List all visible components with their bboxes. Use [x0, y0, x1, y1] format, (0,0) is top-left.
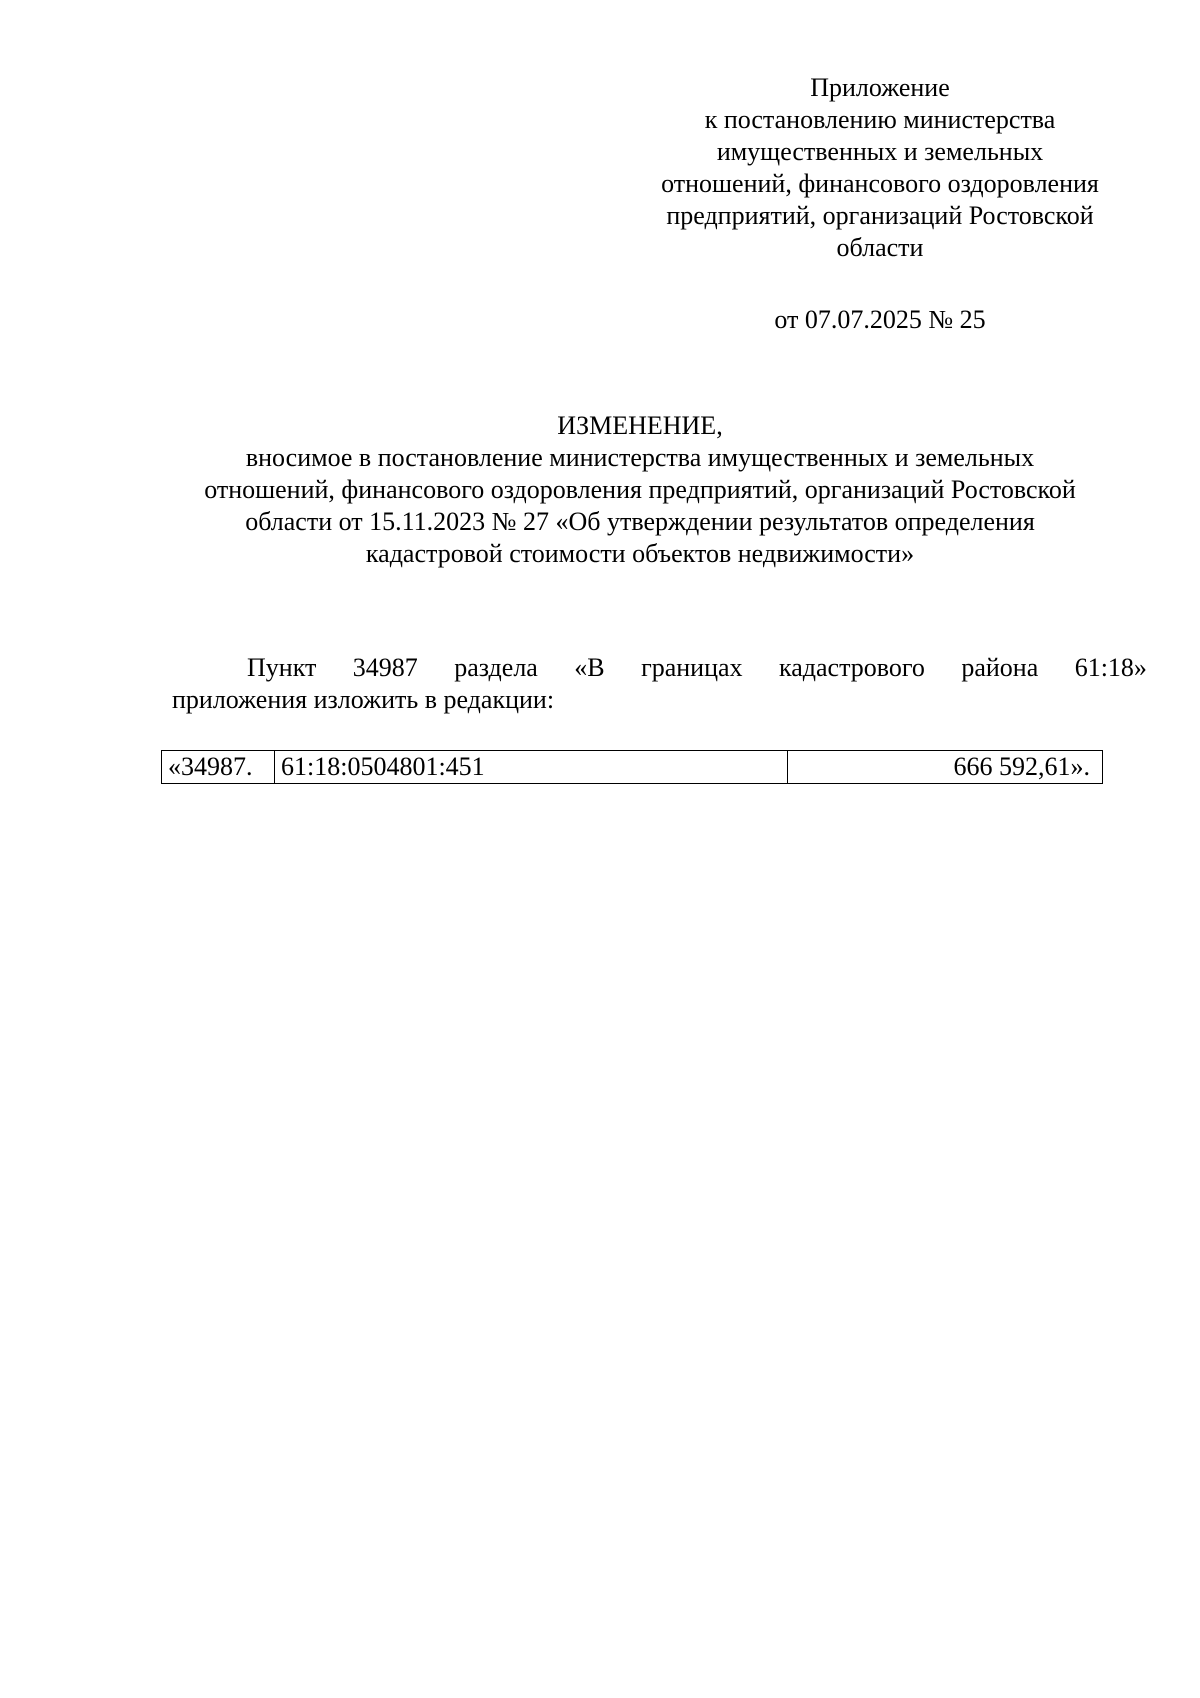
paragraph-line	[172, 652, 1147, 684]
paragraph-word: 61:18»	[1074, 653, 1147, 682]
paragraph-word: Пункт	[247, 653, 317, 682]
item-number-cell: «34987.	[162, 751, 275, 784]
body-paragraph	[172, 652, 1147, 716]
paragraph-word: границах	[641, 653, 743, 682]
title-line: области от 15.11.2023 № 27 «Об утверждении результатов определения	[245, 507, 1035, 536]
paragraph-word: 34987	[352, 653, 418, 682]
paragraph-word: района	[961, 653, 1039, 682]
title-line: кадастровой стоимости объектов недвижимости»	[365, 539, 915, 568]
appendix-line: области	[836, 233, 924, 262]
paragraph-word: «В	[574, 653, 605, 682]
appendix-line: отношений, финансового оздоровления	[661, 169, 1099, 198]
appendix-line: Приложение	[810, 73, 950, 102]
appendix-header	[640, 72, 1120, 336]
cadastral-number-cell: 61:18:0504801:451	[275, 751, 788, 784]
paragraph-word: раздела	[454, 653, 538, 682]
paragraph-line: приложения изложить в редакции:	[172, 685, 555, 714]
title-heading: ИЗМЕНЕНИЕ,	[557, 411, 723, 440]
appendix-line: предприятий, организаций Ростовской	[666, 201, 1094, 230]
title-line: вносимое в постановление министерства имущественных и земельных	[245, 443, 1035, 472]
appendix-line: имущественных и земельных	[716, 137, 1044, 166]
title-line: отношений, финансового оздоровления предприятий, организаций Ростовской	[204, 475, 1076, 504]
cadastral-value-cell: 666 592,61».	[788, 751, 1103, 784]
appendix-line: к постановлению министерства	[704, 105, 1056, 134]
appendix-date-number: от 07.07.2025 № 25	[774, 305, 986, 334]
cadastral-table	[161, 750, 1103, 784]
paragraph-word: кадастрового	[779, 653, 925, 682]
table-row	[162, 751, 1103, 784]
document-title	[150, 410, 1130, 570]
